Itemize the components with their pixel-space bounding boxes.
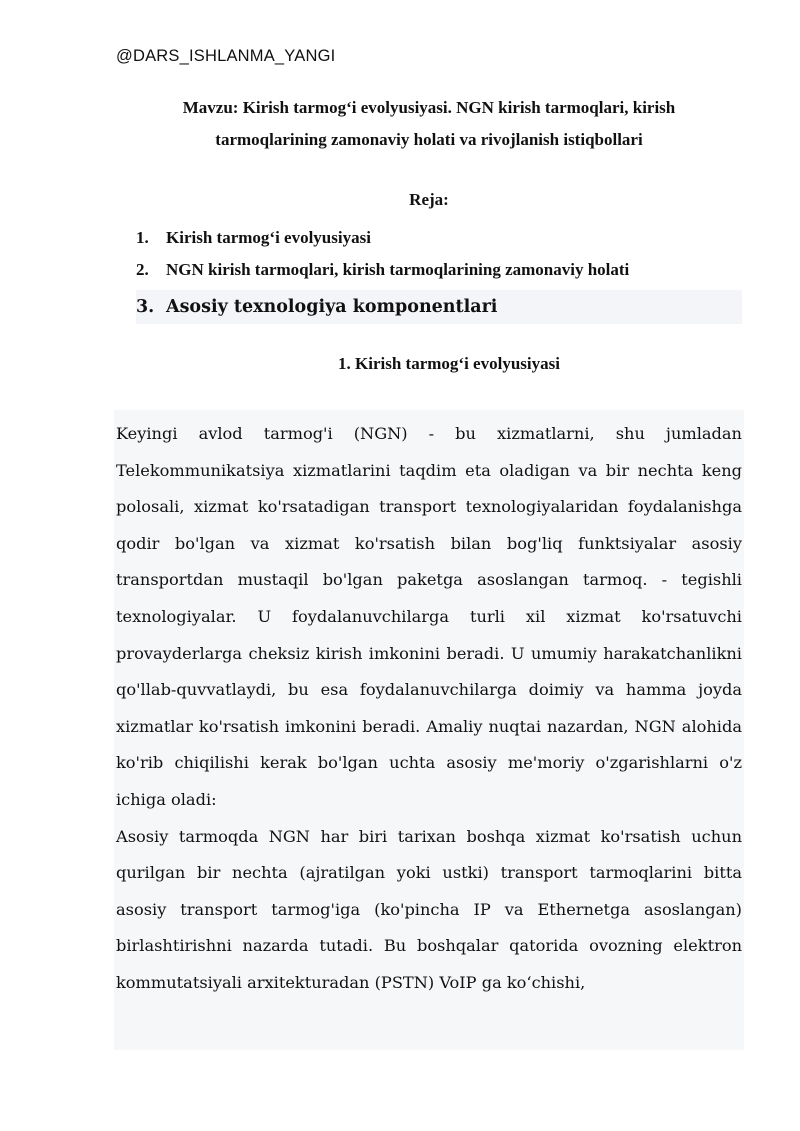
body-paragraph: Asosiy tarmoqda NGN har biri tarixan boshqa xizmat ko'rsatish uchun qurilgan bir nechta (ajratilgan yoki ustki) transport tarmoqlarini bitta asosiy transport tarmog'iga (ko'pincha IP va Ethernetga asoslangan) birlashtirishni nazarda tutadi. Bu boshqalar qatorida ovozning elektron kommutatsiyali arxitekturadan (PSTN) VoIP ga ko‘chishi, [116, 826, 742, 992]
plan-item-number: 3. [136, 297, 155, 317]
topic-title-line-1: Mavzu: Kirish tarmog‘i evolyusiyasi. NGN kirish tarmoqlari, kirish [182, 98, 676, 117]
plan-title: Reja: [409, 190, 449, 209]
plan-item-number: 2. [136, 260, 149, 279]
plan-item-label: NGN kirish tarmoqlari, kirish tarmoqlarining zamonaviy holati [166, 260, 630, 279]
plan-item [136, 254, 742, 286]
section-heading: 1. Kirish tarmog‘i evolyusiyasi [338, 354, 560, 373]
plan-item-number: 1. [136, 228, 149, 247]
plan-item-label: Kirish tarmog‘i evolyusiyasi [166, 228, 371, 247]
topic-title [116, 92, 742, 156]
channel-watermark: @DARS_ISHLANMA_YANGI [116, 47, 336, 65]
plan-list [136, 222, 742, 324]
plan-item-label: Asosiy texnologiya komponentlari [166, 297, 498, 317]
body-paragraph: Keyingi avlod tarmog'i (NGN) - bu xizmatlarni, shu jumladan Telekommunikatsiya xizmatlarini taqdim eta oladigan va bir nechta keng polosali, xizmat ko'rsatadigan transport texnologiyalaridan foydalanishga qodir bo'lgan va xizmat ko'rsatish bilan bog'liq funktsiyalar asosiy transportdan mustaqil bo'lgan paketga asoslangan tarmoq. - tegishli texnologiyalar. U foydalanuvchilarga turli xil xizmat ko'rsatuvchi provayderlarga cheksiz kirish imkonini beradi. U umumiy harakatchanlikni qo'llab-quvvatlaydi, bu esa foydalanuvchilarga doimiy va hamma joyda xizmatlar ko'rsatish imkonini beradi. Amaliy nuqtai nazardan, NGN alohida ko'rib chiqilishi kerak bo'lgan uchta asosiy me'moriy o'zgarishlarni o'z ichiga oladi: [116, 424, 742, 809]
plan-item [136, 290, 742, 324]
plan-item [136, 222, 742, 254]
topic-title-line-2: tarmoqlarining zamonaviy holati va rivojlanish istiqbollari [215, 130, 643, 149]
section-body [116, 416, 742, 1002]
